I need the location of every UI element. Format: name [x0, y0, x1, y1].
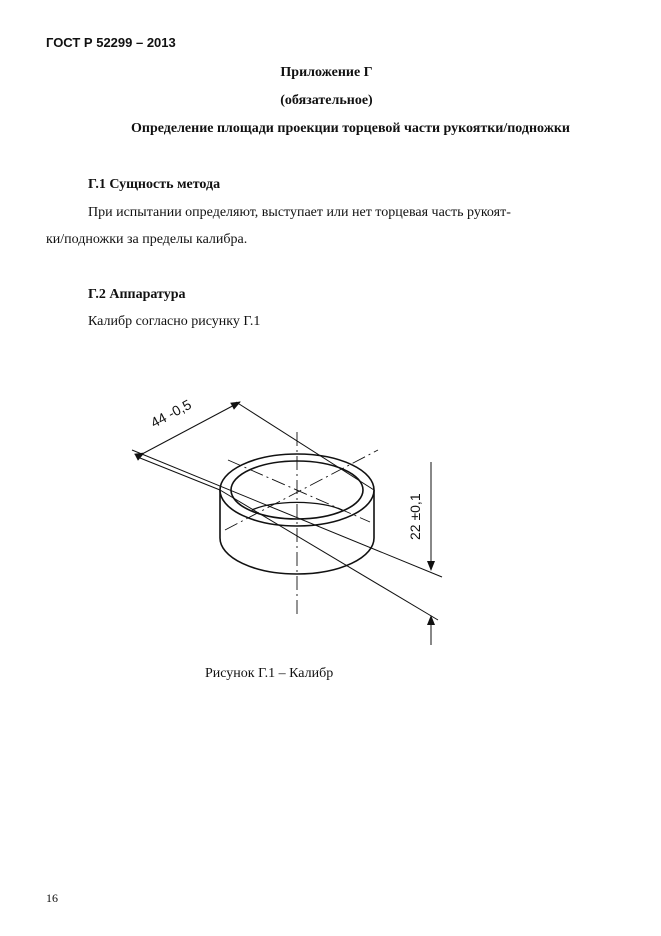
annex-status: (обязательное): [280, 93, 373, 108]
section-essence-line-2: ки/подножки за пределы калибра.: [46, 232, 248, 247]
gauge-drawing: [120, 380, 460, 650]
dimension-height-label: 22 ±0,1: [407, 493, 423, 540]
figure-caption: Рисунок Г.1 – Калибр: [205, 666, 334, 681]
annex-title: Приложение Г: [280, 65, 373, 80]
section-title-essence: Г.1 Сущность метода: [88, 177, 221, 192]
annex-heading: Определение площади проекции торцевой части рукоятки/подножки: [131, 121, 570, 136]
page-number: 16: [46, 891, 58, 905]
section-title-apparatus: Г.2 Аппаратура: [88, 287, 186, 302]
section-essence-line-1: При испытании определяют, выступает или нет торцевая часть рукоят-: [88, 205, 511, 220]
dimension-diameter-label: 44 -0,5: [147, 396, 194, 431]
document-header: ГОСТ Р 52299 – 2013: [46, 35, 176, 50]
section-apparatus-line-1: Калибр согласно рисунку Г.1: [88, 314, 261, 329]
